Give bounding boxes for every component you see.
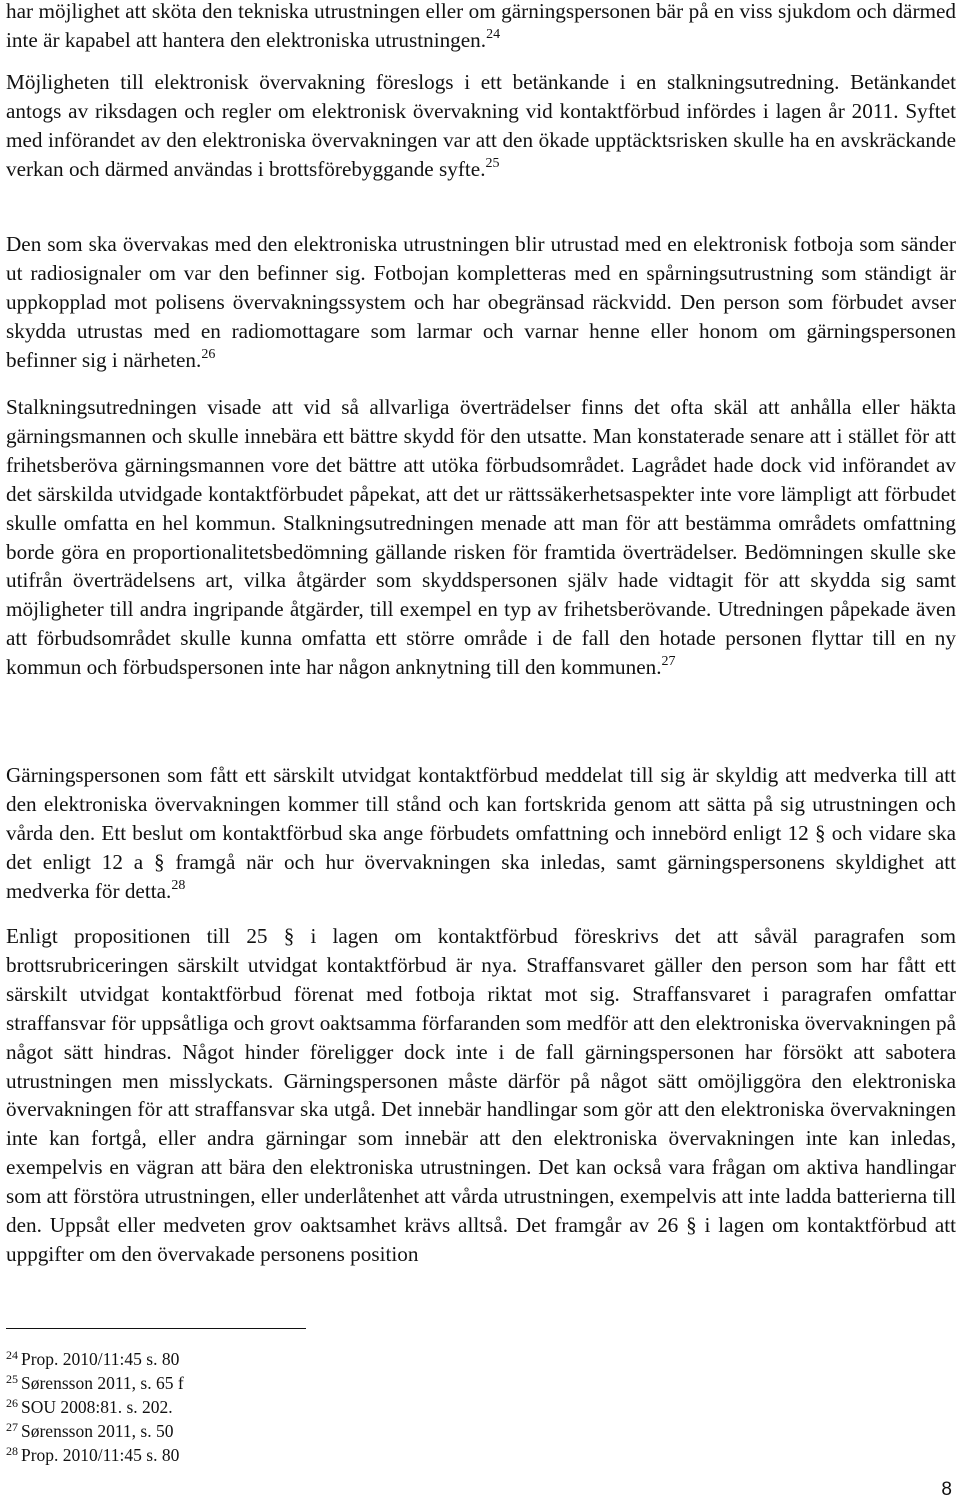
footnote-text: Sørensson 2011, s. 65 f [21, 1373, 184, 1393]
footnote-text: Prop. 2010/11:45 s. 80 [21, 1445, 180, 1465]
footnote-item [6, 1347, 606, 1371]
footnote-reference[interactable]: 27 [661, 654, 676, 670]
paragraph-text: Den som ska övervakas med den elektroniska utrustningen blir utrustad med en elektronisk fotboja som sänder ut radiosignaler om var den befinner sig. Fotbojan kompletteras med en spårningsutrustning som ständigt är uppkopplad mot polisens övervakningssystem och har obegränsad räckvidd. Den person som förbudet avser skydda utrustas med en radiomottagare som larmar och varnar henne eller honom om gärningspersonen befinner sig i närheten. [6, 232, 956, 372]
body-paragraph [6, 922, 956, 1269]
footnote-number: 28 [6, 1444, 18, 1458]
paragraph-text: Enligt propositionen till 25 § i lagen om kontaktförbud föreskrivs det att såväl paragrafen som brottsrubriceringen särskilt utvidgat kontaktförbud är nya. Straffansvaret gäller den person som har fått ett särskilt utvidgat kontaktförbud förenat med fotboja riktat mot sig. Straffansvaret i paragrafen omfattar straffansvar för uppsåtliga och grovt oaktsamma förfaranden som medför att den elektroniska övervakningen på något sätt hindras. Något hinder föreligger dock inte i de fall gärningspersonen har försökt att sabotera utrustningen men misslyckats. Gärningspersonen måste därför på något sätt omöjliggöra den elektroniska övervakningen för att straffansvar ska utgå. Det innebär handlingar som gör att den elektroniska övervakningen inte kan fortgå, eller andra gärningar som innebär att den elektroniska övervakningen inte kan inledas, exempelvis en vägran att bära den elektroniska utrustningen. Det kan också vara frågan om aktiva handlingar som att förstöra utrustningen, eller underlåtenhet att vårda utrustningen, exempelvis att inte ladda batterierna till den. Uppsåt eller medveten grov oaktsamhet krävs alltså. Det framgår av 26 § i lagen om kontaktförbud att uppgifter om den övervakade personens position [6, 924, 956, 1266]
footnote-reference[interactable]: 28 [171, 877, 186, 893]
footnote-number: 27 [6, 1420, 18, 1434]
paragraph-text: Möjligheten till elektronisk övervakning föreslogs i ett betänkande i en stalkningsutredning. Betänkandet antogs av riksdagen och regler om elektronisk övervakning vid kontaktförbud infördes i lagen år 2011. Syftet med införandet av den elektroniska övervakningen var att den ökade upptäcktsrisken skulle ha en avskräckande verkan och därmed användas i brottsförebyggande syfte. [6, 70, 956, 181]
footnote-text: Sørensson 2011, s. 50 [21, 1421, 174, 1441]
footnote-text: Prop. 2010/11:45 s. 80 [21, 1349, 180, 1369]
paragraph-text: Gärningspersonen som fått ett särskilt utvidgat kontaktförbud meddelat till sig är skyldig att medverka till att den elektroniska övervakningen kommer till stånd och kan fortskrida genom att sätta på sig utrustningen och vårda den. Ett beslut om kontaktförbud ska ange förbudets omfattning och innebörd enligt 12 § och vidare ska det enligt 12 a § framgå när och hur övervakningen ska inledas, samt gärningspersonens skyldighet att medverka för detta. [6, 763, 956, 903]
body-paragraph [6, 761, 956, 906]
footnote-number: 24 [6, 1348, 18, 1362]
footnote-number: 26 [6, 1396, 18, 1410]
body-paragraph [6, 68, 956, 184]
body-paragraph [6, 0, 956, 55]
footnote-item [6, 1395, 606, 1419]
body-paragraph [6, 230, 956, 375]
footnote-reference[interactable]: 24 [486, 26, 501, 42]
page-number: 8 [941, 1479, 952, 1500]
footnote-reference[interactable]: 25 [485, 155, 500, 171]
paragraph-text: Stalkningsutredningen visade att vid så allvarliga överträdelser finns det ofta skäl att anhålla eller häkta gärningsmannen och skulle innebära ett bättre skydd för den utsatte. Man konstaterade senare att i stället för att frihetsberöva gärningsmannen vore det bättre att utöka förbudsområdet. Lagrådet hade dock vid införandet av det särskilda utvidgade kontaktförbudet påpekat, att det ur rättssäkerhetsaspekter inte vore lämpligt att förbudet skulle omfatta en hel kommun. Stalkningsutredningen menade att man för att bestämma områdets omfattning borde göra en proportionalitetsbedömning gällande risken för framtida överträdelser. Bedömningen skulle ske utifrån överträdelsens art, vilka åtgärder som skyddspersonen själv hade vidtagit för att skydda sig samt möjligheter till andra ingripande åtgärder, till exempel en typ av frihetsberövande. Utredningen påpekade även att förbudsområdet skulle kunna omfatta ett större område i de fall den hotade personen flyttar till en ny kommun och förbudspersonen inte har någon anknytning till den kommunen. [6, 395, 956, 680]
footnote-divider [6, 1328, 306, 1329]
footnote-item [6, 1419, 606, 1443]
footnote-list [6, 1347, 606, 1467]
footnote-text: SOU 2008:81. s. 202. [21, 1397, 173, 1417]
footnote-item [6, 1443, 606, 1467]
footnote-number: 25 [6, 1372, 18, 1386]
footnote-item [6, 1371, 606, 1395]
footnote-reference[interactable]: 26 [201, 346, 216, 362]
body-paragraph [6, 393, 956, 682]
paragraph-text: har möjlighet att sköta den tekniska utrustningen eller om gärningspersonen bär på en viss sjukdom och därmed inte är kapabel att hantera den elektroniska utrustningen. [6, 0, 956, 52]
